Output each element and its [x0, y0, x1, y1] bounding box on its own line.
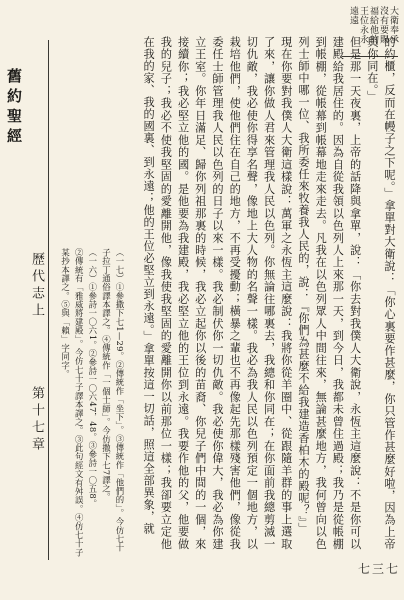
paragraph: 但是那一天夜裏，上帝的話降與拿單，說：「你去對我僕人大衛說，永恆主這麼說：不是你可以建殿給我居住的。因為自從我領以色列人上來那一天，到今日，我都未曾住過殿；我乃是從帳棚到帳棚，從帳幕到帳幕地走來走去。凡我在以色列眾人中間往來，無論甚麼地方，我何曾向以色列士師中哪一位、我所委任來牧養我人民的，說：『你們為甚麼不給我建造香柏木的殿呢？』」 [296, 36, 362, 550]
scripture-body [128, 36, 398, 550]
column-divider [48, 40, 49, 560]
chapter-summary-header: 大衛奉承沒有要賜福給他的王位永永遠遠 [348, 6, 398, 44]
page-number: 七三七 [357, 562, 400, 576]
running-head-section: 歷代志上 [29, 252, 44, 320]
running-head-book: 舊約聖經 [5, 68, 23, 148]
footnote: （一七）①參撒下七1—29。②傳統作「坐下」。③傳統作「他們的」。今仿七十子拉丁通俗譯本譯之。④傳統作「一個士師」。今仿撒下七7譯之。 [101, 248, 125, 552]
paragraph: 的約櫃，反而在幔子之下呢。」拿單對大衛說：「你心裏要作甚麼，你只管作甚麼好啦，因為上帝與你同在。」 [365, 36, 396, 550]
running-head-chapter: 第十七章 [29, 386, 44, 454]
paragraph: 現在你要對我僕人大衛這樣說：萬軍之永恆主這麼說：我將你從羊圈中、從跟隨羊群的事上選取了來，讓你做人君來管理我人民以色列。你無論往哪裏去，我總和你同在；在你面前我總剪滅一切仇敵，我必使你得享名聲，像地上大人物的名聲一樣。我必為我人民以色列預定一個地方，以栽培他們，使他們住在自己的地方，不再受擾動；橫暴之輩也不再像起先那樣殘害他們，像從我委任士師管理我人民以色列的日子以來一樣。我必制伏你一切仇敵。我必使你偉大，我必為你建立王室。你年日滿足、歸你列祖那裏的時候，我必立起你以後的苗裔、你兒子們中間的一個，來接續你；我必堅立他的國。是他要為我建殿，我必堅立他的王位到永遠。我要作他的父，他要做我的兒子；我必不使我堅固的愛離開他，像我使我堅固的愛離開你以前那位一樣；我卻要立定他在我的家、我的國裏、到永遠；他的王位必堅立到永遠。」拿單按這一切話，照這全部異象，就 [142, 36, 293, 550]
footnotes [54, 248, 126, 558]
footnote: （一六）①參詩一〇六1。②參詩一〇六47，48。③參詩一〇五8。 [87, 248, 98, 508]
footnote: ②傳統有「雅威將建殿」。今仿七十子譯本譯之。③此句經文有舛誤。④仿七十子某抄本譯之。⑤與「賴」字同字。 [60, 248, 85, 557]
